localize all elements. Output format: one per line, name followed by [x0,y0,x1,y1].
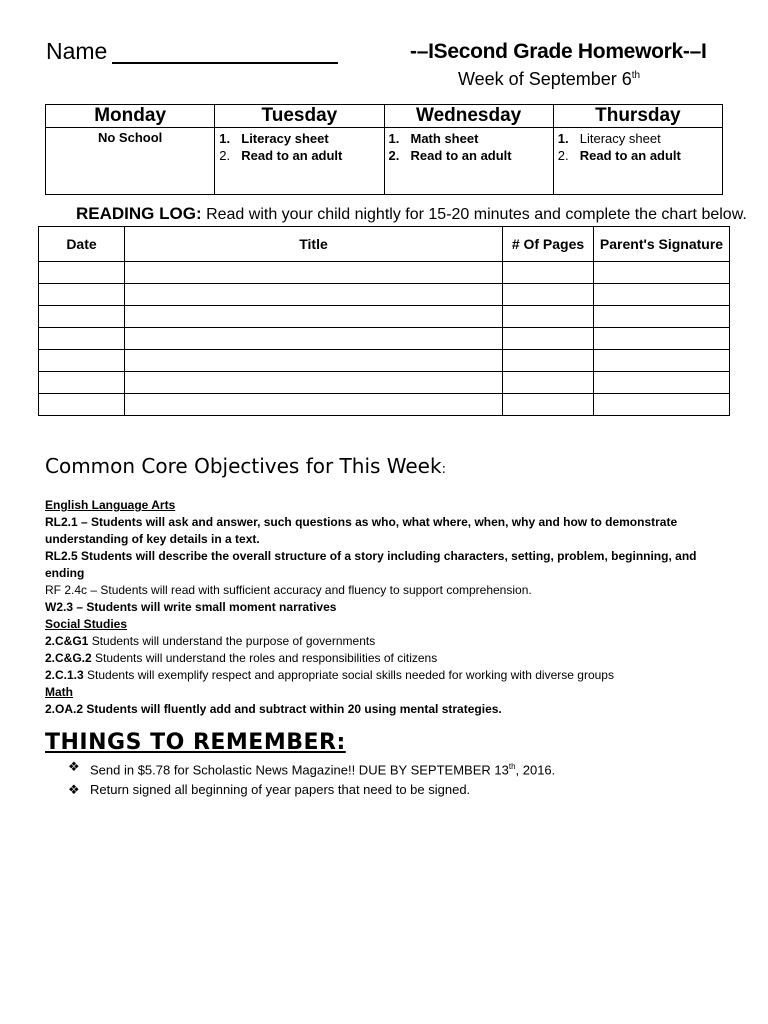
log-entry-cell[interactable] [503,306,594,328]
week-of [458,69,640,90]
log-entry-cell[interactable] [594,284,730,306]
list-item: 2. Read to an adult [219,148,343,163]
day-header-wednesday: Wednesday [384,105,553,128]
table-row [39,372,730,394]
title-prefix: -–I [410,40,434,63]
diamond-bullet-icon: ❖ [68,782,80,798]
list-item: 2. Read to an adult [388,148,512,163]
name-blank-line[interactable] [112,62,338,64]
objective-rf24c: RF 2.4c – Students will read with sufficient accuracy and fluency to support comprehension. [45,583,532,597]
objective-cg2: 2.C&G.2 Students will understand the roles and responsibilities of citizens [45,651,438,665]
remember-item-2: Return signed all beginning of year papers that need to be signed. [90,782,471,798]
remember-item-1: Send in $5.78 for Scholastic News Magazine!! DUE BY SEPTEMBER 13th, 2016. [90,762,556,778]
log-entry-cell[interactable] [125,306,503,328]
objectives-heading: Common Core Objectives for This Week: [45,454,446,478]
log-entry-cell[interactable] [594,306,730,328]
col-signature: Parent's Signature [594,227,730,262]
log-entry-cell[interactable] [125,372,503,394]
log-entry-cell[interactable] [125,284,503,306]
log-entry-cell[interactable] [503,394,594,416]
log-entry-cell[interactable] [39,394,125,416]
reading-log-body [39,262,730,416]
objective-c13: 2.C.1.3 Students will exemplify respect and appropriate social skills needed for working with diverse groups [45,668,614,682]
diamond-bullet-icon: ❖ [68,759,80,774]
monday-cell [46,128,215,195]
log-entry-cell[interactable] [503,372,594,394]
log-entry-cell[interactable] [594,350,730,372]
log-entry-cell[interactable] [503,328,594,350]
log-entry-cell[interactable] [39,328,125,350]
reading-log-table [38,226,730,416]
list-item: 1. Math sheet [388,131,479,146]
weekly-homework-table [45,104,723,195]
table-row [39,328,730,350]
col-date: Date [39,227,125,262]
list-item [68,780,555,800]
ss-label: Social Studies [45,617,128,631]
remember-heading: THINGS TO REMEMBER: [45,730,346,755]
log-entry-cell[interactable] [39,306,125,328]
reading-log-instructions [76,204,747,224]
homework-title [410,40,707,64]
log-entry-cell[interactable] [125,328,503,350]
table-row [39,262,730,284]
day-header-tuesday: Tuesday [215,105,384,128]
log-entry-cell[interactable] [39,284,125,306]
day-header-thursday: Thursday [553,105,722,128]
log-entry-cell[interactable] [125,262,503,284]
thursday-cell [553,128,722,195]
objective-cg1: 2.C&G1 Students will understand the purpose of governments [45,634,376,648]
monday-note: No School [97,130,163,145]
name-label: Name [46,38,108,64]
title-suffix: -–I [682,40,707,63]
log-entry-cell[interactable] [503,262,594,284]
table-row [39,306,730,328]
day-header-monday: Monday [46,105,215,128]
log-entry-cell[interactable] [503,350,594,372]
objective-rl25: RL2.5 Students will describe the overall structure of a story including characters, setting, problem, beginning, and ending [45,549,697,580]
list-item [68,757,555,780]
tuesday-cell [215,128,384,195]
list-item: 1. Literacy sheet [219,131,329,146]
table-row [39,394,730,416]
log-entry-cell[interactable] [39,372,125,394]
log-entry-cell[interactable] [125,394,503,416]
table-row [39,350,730,372]
log-entry-cell[interactable] [594,262,730,284]
title-text: Second Grade Homework [433,40,683,63]
log-entry-cell[interactable] [594,394,730,416]
objectives-list [45,497,735,718]
reading-log-text: Read with your child nightly for 15-20 minutes and complete the chart below. [206,206,747,223]
log-entry-cell[interactable] [594,328,730,350]
remember-list [68,757,555,800]
log-entry-cell[interactable] [39,350,125,372]
log-entry-cell[interactable] [503,284,594,306]
objective-rl21: RL2.1 – Students will ask and answer, such questions as who, what where, when, why and how to demonstrate understanding of key details in a text. [45,515,678,546]
objective-w23: W2.3 – Students will write small moment narratives [45,600,337,614]
week-sup: th [631,70,641,81]
table-row [39,284,730,306]
log-entry-cell[interactable] [594,372,730,394]
log-entry-cell[interactable] [39,262,125,284]
reading-log-label: READING LOG: [76,204,202,223]
col-pages: # Of Pages [503,227,594,262]
list-item: 1. Literacy sheet [557,131,661,146]
math-label: Math [45,685,73,699]
list-item: 2. Read to an adult [557,148,681,163]
wednesday-cell [384,128,553,195]
ela-label: English Language Arts [45,498,176,512]
log-entry-cell[interactable] [125,350,503,372]
objective-oa2: 2.OA.2 Students will fluently add and subtract within 20 using mental strategies. [45,702,502,716]
week-text: Week of September 6 [458,69,632,89]
col-title: Title [125,227,503,262]
